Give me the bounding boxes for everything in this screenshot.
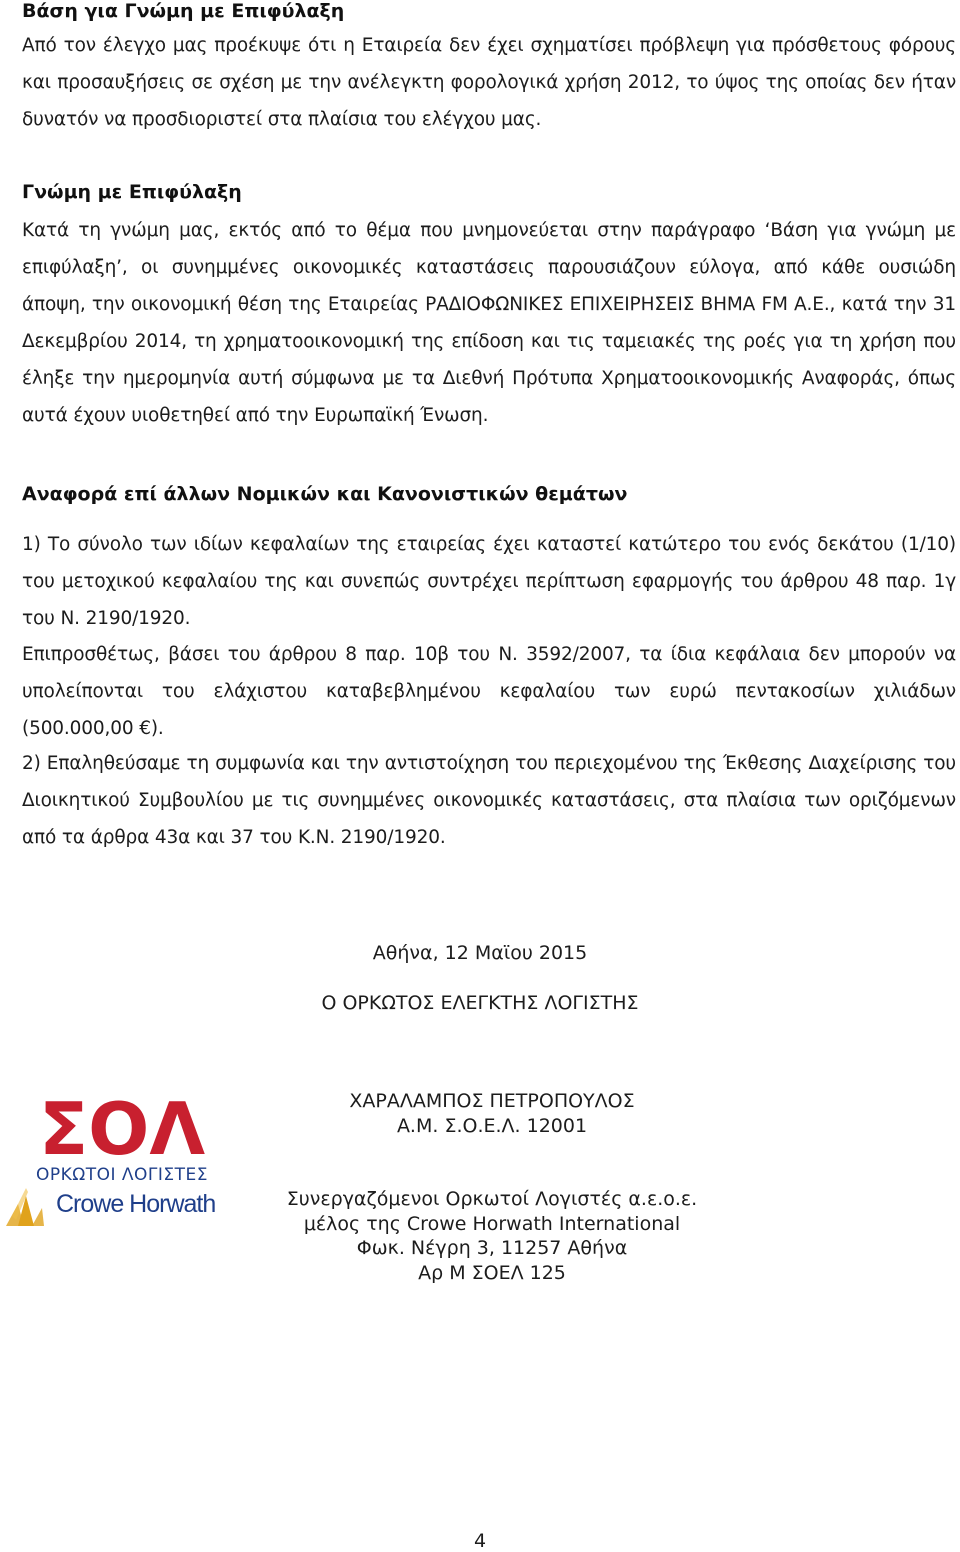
heading-other-legal-matters: Αναφορά επί άλλων Νομικών και Κανονιστικών θεμάτων bbox=[22, 483, 628, 505]
signatory-name: ΧΑΡΑΛΑΜΠΟΣ ΠΕΤΡΟΠΟΥΛΟΣ bbox=[349, 1090, 635, 1112]
page-number: 4 bbox=[473, 1530, 487, 1552]
paragraph-management-report: 2) Επαληθεύσαμε τη συμφωνία και την αντιστοίχηση του περιεχομένου της Έκθεσης Διαχείρισης του Διοικητικού Συμβουλίου με τις συνημμένες οικονομικές καταστάσεις, στα πλαίσια των οριζόμενων από τα άρθρα 43α και 37 του Κ.Ν. 2190/1920. bbox=[22, 753, 956, 848]
sol-crowe-horwath-logo bbox=[4, 1092, 240, 1238]
logo-subtitle: ΟΡΚΩΤΟΙ ΛΟΓΙΣΤΕΣ bbox=[35, 1165, 209, 1185]
firm-membership: μέλος της Crowe Horwath International bbox=[303, 1213, 681, 1235]
paragraph-opinion: Κατά τη γνώμη μας, εκτός από το θέμα που μνημονεύεται στην παράγραφο ‘Βάση για γνώμη με επιφύλαξη’, οι συνημμένες οικονομικές καταστάσεις παρουσιάζουν εύλογα, από κάθε ουσιώδη άποψη, την οικονομική θέση της Εταιρείας ΡΑΔΙΟΦΩΝΙΚΕΣ ΕΠΙΧΕΙΡΗΣΕΙΣ ΒΗΜΑ FM Α.Ε., κατά την 31 Δεκεμβρίου 2014, τη χρηματοοικονομική της επίδοση και τις ταμειακές της ροές για τη χρήση που έληξε την ημερομηνία αυτή σύμφωνα με τα Διεθνή Πρότυπα Χρηματοοικονομικής Αναφοράς, όπως αυτά έχουν υιοθετηθεί από την Ευρωπαϊκή Ένωση. bbox=[22, 220, 956, 426]
firm-registration: Αρ Μ ΣΟΕΛ 125 bbox=[418, 1262, 566, 1284]
firm-name: Συνεργαζόμενοι Ορκωτοί Λογιστές α.ε.ο.ε. bbox=[286, 1188, 698, 1210]
signing-date: Αθήνα, 12 Μαϊου 2015 bbox=[372, 942, 588, 964]
heading-basis-qualified-opinion: Βάση για Γνώμη με Επιφύλαξη bbox=[22, 0, 345, 22]
logo-mark: ΣΟΛ bbox=[38, 1092, 206, 1171]
crowe-horwath-sunburst-icon bbox=[6, 1188, 44, 1226]
paragraph-capital-requirement: Επιπροσθέτως, βάσει του άρθρου 8 παρ. 10β του Ν. 3592/2007, τα ίδια κεφάλαια δεν μπορούν να υπολείπονται του ελάχιστου καταβεβλημένου κεφαλαίου των ευρώ πεντακοσίων χιλιάδων (500.000,00 €). bbox=[22, 644, 956, 739]
logo-partner-name: Crowe Horwath bbox=[56, 1190, 216, 1218]
signatory-am: Α.Μ. Σ.Ο.Ε.Λ. 12001 bbox=[396, 1115, 588, 1137]
paragraph-equity: 1) Το σύνολο των ιδίων κεφαλαίων της εταιρείας έχει καταστεί κατώτερο του ενός δεκάτου (1/10) του μετοχικού κεφαλαίου της και συνεπώς συντρέχει περίπτωση εφαρμογής του άρθρου 48 παρ. 1γ του Ν. 2190/1920. bbox=[22, 534, 956, 629]
auditor-title: Ο ΟΡΚΩΤΟΣ ΕΛΕΓΚΤΗΣ ΛΟΓΙΣΤΗΣ bbox=[321, 992, 639, 1014]
heading-qualified-opinion: Γνώμη με Επιφύλαξη bbox=[22, 181, 242, 203]
paragraph-basis: Από τον έλεγχο μας προέκυψε ότι η Εταιρεία δεν έχει σχηματίσει πρόβλεψη για πρόσθετους φόρους και προσαυξήσεις σε σχέση με την ανέλεγκτη φορολογικά χρήση 2012, το ύψος της οποίας δεν ήταν δυνατόν να προσδιοριστεί στα πλαίσια του ελέγχου μας. bbox=[22, 35, 956, 130]
firm-address: Φωκ. Νέγρη 3, 11257 Αθήνα bbox=[356, 1237, 628, 1259]
